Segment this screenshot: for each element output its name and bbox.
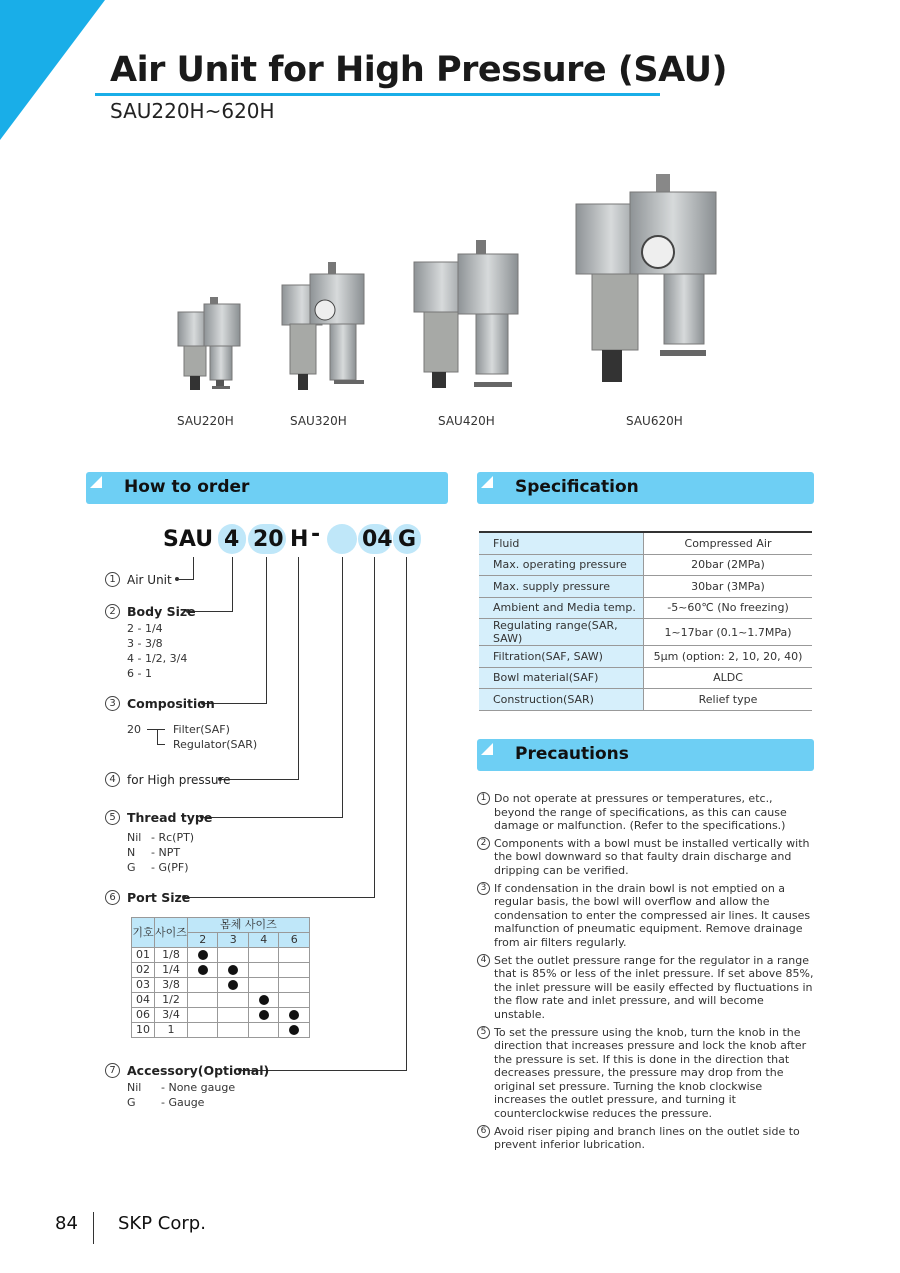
spec-key: Fluid (479, 533, 644, 554)
body-size-label: Body Size (127, 604, 196, 619)
header-triangle-icon (90, 476, 102, 488)
port-size-label: Port Size (127, 890, 191, 905)
port-availability-cell (248, 948, 278, 963)
spec-row (479, 533, 812, 554)
body-size-option: 6 - 1 (127, 667, 152, 680)
item-number: 1 (105, 572, 120, 587)
spec-key: Ambient and Media temp. (479, 597, 644, 619)
item-number: 3 (105, 696, 120, 711)
spec-key: Filtration(SAF, SAW) (479, 646, 644, 668)
connector-line (186, 897, 375, 898)
product-label-sau320h: SAU320H (290, 414, 347, 428)
port-code: 10 (132, 1023, 155, 1038)
bracket-line (157, 744, 165, 745)
code-bubble-thread (327, 524, 357, 554)
accessory-code: G (127, 1096, 136, 1109)
available-dot-icon (289, 1025, 299, 1035)
item-number: 7 (105, 1063, 120, 1078)
precaution-text: Do not operate at pressures or temperatures, etc., beyond the range of specifications, as this can cause damage or malfunction. (Refer to the specifications.) (494, 792, 787, 833)
port-table-row (132, 963, 310, 978)
port-availability-cell (218, 948, 248, 963)
footer-divider (93, 1212, 94, 1244)
thread-code: Nil (127, 831, 142, 844)
port-table-header-size: 사이즈 (155, 918, 188, 948)
air-unit-label: Air Unit (127, 573, 172, 587)
port-table-row (132, 993, 310, 1008)
precaution-number: 1 (477, 792, 490, 805)
spec-row (479, 667, 812, 689)
available-dot-icon (228, 965, 238, 975)
port-size: 3/8 (155, 978, 188, 993)
thread-code: N (127, 846, 136, 859)
spec-value: 20bar (2MPa) (644, 554, 813, 576)
precaution-number: 4 (477, 954, 490, 967)
port-availability-cell (279, 963, 310, 978)
precaution-number: 2 (477, 837, 490, 850)
spec-key: Max. supply pressure (479, 576, 644, 598)
composition-label: Composition (127, 696, 215, 711)
precaution-number: 6 (477, 1125, 490, 1138)
thread-value: - NPT (151, 846, 181, 859)
port-availability-cell (248, 978, 278, 993)
code-prefix: SAU (163, 527, 214, 552)
port-availability-cell (248, 963, 278, 978)
connector-line (193, 557, 194, 579)
available-dot-icon (289, 1010, 299, 1020)
spec-key: Construction(SAR) (479, 689, 644, 711)
title-underline (95, 93, 660, 96)
port-size-table (131, 917, 310, 1038)
port-availability-cell (218, 1023, 248, 1038)
connector-line (204, 817, 343, 818)
product-images (170, 170, 740, 400)
port-availability-cell (188, 1008, 218, 1023)
spec-value: Relief type (644, 689, 813, 711)
header-triangle-icon (481, 743, 493, 755)
body-size-option: 3 - 3/8 (127, 637, 163, 650)
spec-row (479, 576, 812, 598)
accessory-value: - Gauge (161, 1096, 205, 1109)
port-availability-cell (188, 1023, 218, 1038)
port-table-body-size: 4 (248, 933, 278, 948)
accessory-value: - None gauge (161, 1081, 236, 1094)
product-label-sau420h: SAU420H (438, 414, 495, 428)
connector-line (266, 557, 267, 703)
spec-key: Regulating range(SAR, SAW) (479, 619, 644, 646)
spec-value: 1~17bar (0.1~1.7MPa) (644, 619, 813, 646)
bracket-line (157, 729, 158, 744)
spec-row (479, 554, 812, 576)
thread-code: G (127, 861, 136, 874)
port-table-row (132, 1023, 310, 1038)
port-size: 3/4 (155, 1008, 188, 1023)
connector-line (179, 579, 194, 580)
precautions-list (477, 792, 815, 1156)
code-composition: 20 (253, 527, 284, 552)
precaution-text: Avoid riser piping and branch lines on the outlet side to prevent inferior lubrication. (494, 1124, 800, 1152)
precaution-text: Components with a bowl must be installed vertically with the bowl downward so that faulty drain discharge and dripping can be verified. (494, 836, 810, 877)
connector-line (222, 779, 299, 780)
how-to-order-title: How to order (124, 477, 250, 497)
spec-value: 30bar (3MPa) (644, 576, 813, 598)
precaution-item (477, 1125, 815, 1152)
page-number: 84 (55, 1213, 78, 1234)
spec-row (479, 597, 812, 619)
available-dot-icon (198, 965, 208, 975)
precaution-item (477, 1026, 815, 1121)
connector-line (342, 557, 343, 817)
sau620h-image (576, 174, 716, 382)
available-dot-icon (259, 995, 269, 1005)
port-availability-cell (248, 1008, 278, 1023)
port-availability-cell (218, 963, 248, 978)
precaution-text: If condensation in the drain bowl is not emptied on a regular basis, the bowl will overflow and allow the condensation to enter the compressed air lines. It causes malfunction of pneumatic equipment. Remove drainage from air filters regularly. (494, 881, 811, 949)
port-availability-cell (279, 978, 310, 993)
port-availability-cell (248, 1023, 278, 1038)
port-availability-cell (188, 948, 218, 963)
port-code: 01 (132, 948, 155, 963)
code-accessory: G (398, 527, 417, 552)
thread-value: - G(PF) (151, 861, 189, 874)
precaution-text: Set the outlet pressure range for the regulator in a range that is 85% or less of the inlet pressure. If set above 85%, the inlet pressure will be easily effected by fluctuations in the flow rate and inlet pressure, and will become unstable. (494, 953, 814, 1021)
item-number: 6 (105, 890, 120, 905)
code-high: H (290, 527, 309, 552)
product-label-sau220h: SAU220H (177, 414, 234, 428)
company-name: SKP Corp. (118, 1213, 206, 1234)
precautions-title: Precautions (515, 744, 629, 764)
bracket-line (147, 729, 165, 730)
spec-value: -5~60℃ (No freezing) (644, 597, 813, 619)
port-table-body-size: 2 (188, 933, 218, 948)
precaution-number: 3 (477, 882, 490, 895)
connector-dot (175, 577, 179, 581)
sau320h-image (282, 262, 364, 390)
port-table-body-size: 3 (218, 933, 248, 948)
port-availability-cell (279, 1023, 310, 1038)
port-code: 06 (132, 1008, 155, 1023)
high-pressure-label: for High pressure (127, 773, 231, 787)
connector-line (190, 611, 233, 612)
port-availability-cell (188, 963, 218, 978)
item-number: 2 (105, 604, 120, 619)
item-number: 5 (105, 810, 120, 825)
port-code: 03 (132, 978, 155, 993)
port-table-row (132, 948, 310, 963)
port-availability-cell (188, 978, 218, 993)
spec-row (479, 689, 812, 711)
port-size: 1/4 (155, 963, 188, 978)
product-label-sau620h: SAU620H (626, 414, 683, 428)
spec-value: Compressed Air (644, 533, 813, 554)
spec-table (479, 533, 812, 711)
port-size: 1 (155, 1023, 188, 1038)
thread-value: - Rc(PT) (151, 831, 195, 844)
header-triangle-icon (481, 476, 493, 488)
spec-row (479, 646, 812, 668)
precaution-item (477, 882, 815, 950)
port-size: 1/2 (155, 993, 188, 1008)
code-port: 04 (362, 527, 393, 552)
precaution-number: 5 (477, 1026, 490, 1039)
page-subtitle: SAU220H~620H (110, 99, 275, 123)
port-availability-cell (218, 1008, 248, 1023)
connector-line (406, 557, 407, 1070)
port-code: 02 (132, 963, 155, 978)
available-dot-icon (228, 980, 238, 990)
spec-key: Bowl material(SAF) (479, 667, 644, 689)
available-dot-icon (259, 1010, 269, 1020)
spec-value: ALDC (644, 667, 813, 689)
port-availability-cell (279, 1008, 310, 1023)
port-size: 1/8 (155, 948, 188, 963)
item-number: 4 (105, 772, 120, 787)
sau220h-image (178, 297, 240, 390)
precautions-header (477, 739, 814, 771)
port-availability-cell (248, 993, 278, 1008)
precaution-item (477, 837, 815, 878)
available-dot-icon (198, 950, 208, 960)
port-availability-cell (279, 993, 310, 1008)
how-to-order-header (86, 472, 448, 504)
connector-line (232, 557, 233, 611)
accessory-label: Accessory(Optional) (127, 1063, 270, 1078)
precaution-text: To set the pressure using the knob, turn the knob in the direction that increases pressure and lock the knob after the pressure is set. If this is done in the direction that decreases pressure, the pressure may drop from the original set pressure. Turning the knob clockwise increases the outlet pressure, and turning it counterclockwise reduces the pressure. (494, 1025, 807, 1121)
connector-line (298, 557, 299, 779)
port-availability-cell (218, 993, 248, 1008)
composition-part: Filter(SAF) (173, 723, 230, 736)
port-table-header-body: 몸체 사이즈 (188, 918, 310, 933)
code-dash: - (311, 522, 321, 547)
composition-code: 20 (127, 723, 141, 736)
spec-value: 5μm (option: 2, 10, 20, 40) (644, 646, 813, 668)
precaution-item (477, 954, 815, 1022)
port-table-row (132, 1008, 310, 1023)
specification-header (477, 472, 814, 504)
code-body: 4 (224, 527, 240, 552)
port-table-body-size: 6 (279, 933, 310, 948)
sau420h-image (414, 240, 518, 388)
specification-title: Specification (515, 477, 639, 497)
body-size-option: 4 - 1/2, 3/4 (127, 652, 188, 665)
port-table-header-code: 기호 (132, 918, 155, 948)
thread-type-label: Thread type (127, 810, 213, 825)
port-table-row (132, 978, 310, 993)
accessory-code: Nil (127, 1081, 142, 1094)
page-title: Air Unit for High Pressure (SAU) (110, 50, 727, 90)
port-availability-cell (188, 993, 218, 1008)
port-availability-cell (279, 948, 310, 963)
port-availability-cell (218, 978, 248, 993)
body-size-option: 2 - 1/4 (127, 622, 163, 635)
precaution-item (477, 792, 815, 833)
connector-line (374, 557, 375, 897)
composition-part: Regulator(SAR) (173, 738, 258, 751)
spec-key: Max. operating pressure (479, 554, 644, 576)
port-code: 04 (132, 993, 155, 1008)
spec-row (479, 619, 812, 646)
corner-accent (0, 0, 105, 140)
